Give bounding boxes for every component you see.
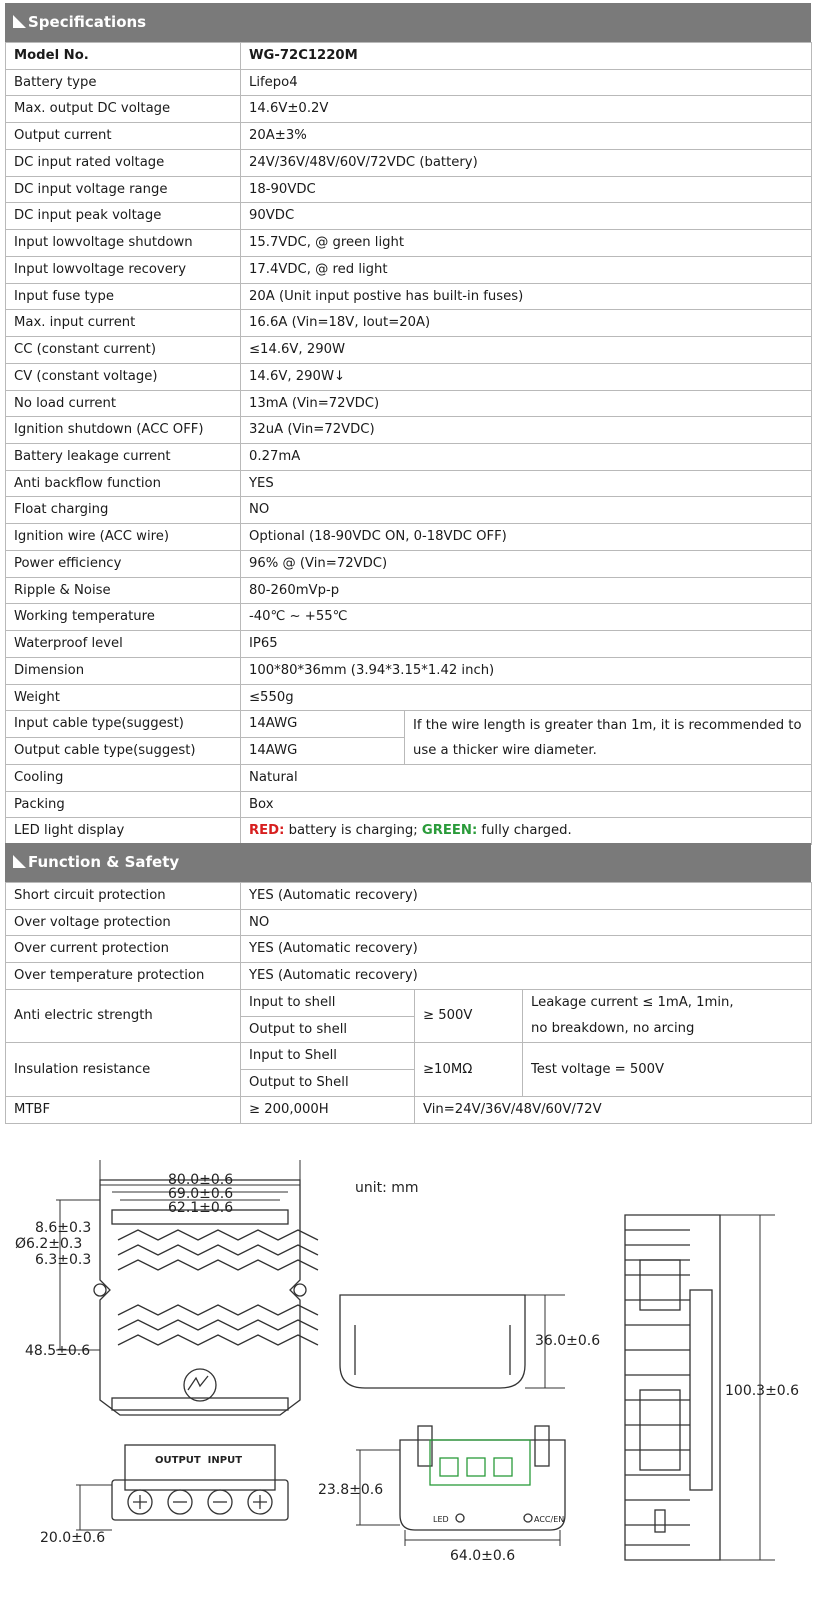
spec-value: 20A (Unit input postive has built-in fuses)	[241, 283, 812, 310]
spec-value: YES (Automatic recovery)	[241, 883, 812, 910]
dim-100-3: 100.3±0.6	[725, 1383, 800, 1399]
dim-48-5: 48.5±0.6	[25, 1343, 91, 1359]
table-row	[6, 684, 812, 711]
end-view	[625, 1215, 720, 1560]
spec-value: Input to Shell	[241, 1043, 415, 1070]
spec-label: Anti backflow function	[6, 470, 241, 497]
spec-value: Output to Shell	[241, 1070, 415, 1097]
dim-23-8: 23.8±0.6	[318, 1482, 384, 1498]
corner-triangle-icon	[13, 15, 26, 28]
section-title: Function & Safety	[28, 853, 180, 871]
table-row	[6, 818, 812, 845]
function-safety-header	[5, 843, 811, 882]
acc-label: ACC/EN	[534, 1515, 565, 1524]
specifications-table	[5, 42, 812, 845]
led-label: LED	[433, 1515, 449, 1524]
spec-value: Lifepo4	[241, 69, 812, 96]
table-row	[6, 69, 812, 96]
spec-label: DC input voltage range	[6, 176, 241, 203]
dim-36: 36.0±0.6	[535, 1333, 601, 1349]
spec-label: Input fuse type	[6, 283, 241, 310]
spec-label: Dimension	[6, 657, 241, 684]
spec-label: Packing	[6, 791, 241, 818]
spec-value: 17.4VDC, @ red light	[241, 256, 812, 283]
table-row	[6, 577, 812, 604]
spec-label: MTBF	[6, 1096, 241, 1123]
dim-69: 69.0±0.6	[168, 1186, 234, 1202]
spec-value: 96% @ (Vin=72VDC)	[241, 550, 812, 577]
spec-label: Output cable type(suggest)	[6, 738, 241, 765]
spec-value: 15.7VDC, @ green light	[241, 230, 812, 257]
spec-value: 80-260mVp-p	[241, 577, 812, 604]
spec-label: Ripple & Noise	[6, 577, 241, 604]
spec-label: CC (constant current)	[6, 337, 241, 364]
dim-80: 80.0±0.6	[168, 1172, 234, 1188]
spec-label: Model No.	[6, 43, 241, 70]
spec-value: YES (Automatic recovery)	[241, 936, 812, 963]
table-row	[6, 936, 812, 963]
spec-note: Test voltage = 500V	[523, 1043, 812, 1096]
dim-62: 62.1±0.6	[168, 1200, 234, 1216]
spec-value: WG-72C1220M	[241, 43, 812, 70]
spec-label: Over voltage protection	[6, 909, 241, 936]
spec-label: CV (constant voltage)	[6, 363, 241, 390]
spec-value: YES (Automatic recovery)	[241, 963, 812, 990]
cable-note: If the wire length is greater than 1m, it is recommended to use a thicker wire diameter.	[405, 711, 812, 764]
spec-value: Output to shell	[241, 1016, 415, 1043]
table-row	[6, 711, 812, 738]
spec-value: IP65	[241, 631, 812, 658]
dim-hole: Ø6.2±0.3	[15, 1236, 83, 1252]
led-green-label: GREEN:	[421, 823, 478, 839]
table-row	[6, 883, 812, 910]
spec-value: YES	[241, 470, 812, 497]
spec-label: DC input rated voltage	[6, 149, 241, 176]
spec-note: Leakage current ≤ 1mA, 1min,	[523, 989, 812, 1016]
spec-label: Anti electric strength	[6, 989, 241, 1042]
spec-label: Float charging	[6, 497, 241, 524]
table-row	[6, 1043, 812, 1070]
spec-label: Ignition shutdown (ACC OFF)	[6, 417, 241, 444]
spec-label: DC input peak voltage	[6, 203, 241, 230]
table-row	[6, 909, 812, 936]
spec-value: 100*80*36mm (3.94*3.15*1.42 inch)	[241, 657, 812, 684]
spec-label: Over temperature protection	[6, 963, 241, 990]
spec-value: 90VDC	[241, 203, 812, 230]
spec-label: Output current	[6, 123, 241, 150]
spec-value: 0.27mA	[241, 444, 812, 471]
table-row	[6, 123, 812, 150]
spec-value: 14AWG	[241, 738, 405, 765]
spec-value: ≤14.6V, 290W	[241, 337, 812, 364]
spec-label: Working temperature	[6, 604, 241, 631]
table-row	[6, 203, 812, 230]
table-row	[6, 657, 812, 684]
spec-value: NO	[241, 909, 812, 936]
table-row	[6, 631, 812, 658]
spec-label: LED light display	[6, 818, 241, 845]
spec-label: Max. input current	[6, 310, 241, 337]
spec-value: 14AWG	[241, 711, 405, 738]
dim-20: 20.0±0.6	[40, 1530, 106, 1546]
spec-value: -40℃ ~ +55℃	[241, 604, 812, 631]
table-row	[6, 550, 812, 577]
dim-8-6: 8.6±0.3	[35, 1220, 92, 1236]
table-row	[6, 363, 812, 390]
spec-value: 14.6V±0.2V	[241, 96, 812, 123]
table-row	[6, 283, 812, 310]
table-row	[6, 43, 812, 70]
table-row	[6, 963, 812, 990]
spec-value: 24V/36V/48V/60V/72VDC (battery)	[241, 149, 812, 176]
led-description	[241, 818, 812, 845]
corner-triangle-icon	[13, 855, 26, 868]
spec-label: Waterproof level	[6, 631, 241, 658]
spec-value: NO	[241, 497, 812, 524]
spec-label: Over current protection	[6, 936, 241, 963]
dimension-drawing	[0, 1140, 815, 1600]
table-row	[6, 989, 812, 1016]
spec-label: Cooling	[6, 764, 241, 791]
spec-value: ≥ 500V	[415, 989, 523, 1042]
dim-64: 64.0±0.6	[450, 1548, 516, 1564]
spec-value: 14.6V, 290W↓	[241, 363, 812, 390]
dim-6-3: 6.3±0.3	[35, 1252, 92, 1268]
table-row	[6, 470, 812, 497]
spec-label: Insulation resistance	[6, 1043, 241, 1096]
table-row	[6, 390, 812, 417]
spec-label: Short circuit protection	[6, 883, 241, 910]
spec-value: Input to shell	[241, 989, 415, 1016]
spec-note: no breakdown, no arcing	[523, 1016, 812, 1043]
table-row	[6, 96, 812, 123]
spec-value: Box	[241, 791, 812, 818]
spec-label: No load current	[6, 390, 241, 417]
spec-label: Power efficiency	[6, 550, 241, 577]
led-green-text: fully charged.	[477, 823, 572, 839]
spec-label: Battery type	[6, 69, 241, 96]
specifications-header	[5, 3, 811, 42]
function-safety-table	[5, 882, 812, 1124]
table-row	[6, 149, 812, 176]
table-row	[6, 444, 812, 471]
spec-label: Ignition wire (ACC wire)	[6, 524, 241, 551]
spec-value: ≤550g	[241, 684, 812, 711]
terminal-label: OUTPUT INPUT	[155, 1455, 243, 1466]
unit-label: unit: mm	[355, 1180, 419, 1196]
table-row	[6, 791, 812, 818]
spec-value: ≥10MΩ	[415, 1043, 523, 1096]
table-row	[6, 764, 812, 791]
table-row	[6, 256, 812, 283]
spec-value: Natural	[241, 764, 812, 791]
table-row	[6, 417, 812, 444]
spec-label: Input lowvoltage recovery	[6, 256, 241, 283]
spec-label: Input cable type(suggest)	[6, 711, 241, 738]
spec-value: ≥ 200,000H	[241, 1096, 415, 1123]
table-row	[6, 230, 812, 257]
led-red-label: RED:	[249, 823, 285, 839]
spec-value: 20A±3%	[241, 123, 812, 150]
table-row	[6, 337, 812, 364]
spec-note: Vin=24V/36V/48V/60V/72V	[415, 1096, 812, 1123]
section-title: Specifications	[28, 13, 147, 31]
spec-label: Max. output DC voltage	[6, 96, 241, 123]
front-view	[94, 1180, 318, 1520]
spec-label: Weight	[6, 684, 241, 711]
table-row	[6, 604, 812, 631]
table-row	[6, 310, 812, 337]
spec-value: 13mA (Vin=72VDC)	[241, 390, 812, 417]
spec-label: Battery leakage current	[6, 444, 241, 471]
table-row	[6, 1096, 812, 1123]
table-row	[6, 176, 812, 203]
spec-value: 18-90VDC	[241, 176, 812, 203]
spec-label: Input lowvoltage shutdown	[6, 230, 241, 257]
led-red-text: battery is charging;	[284, 823, 422, 839]
table-row	[6, 497, 812, 524]
spec-value: Optional (18-90VDC ON, 0-18VDC OFF)	[241, 524, 812, 551]
table-row	[6, 524, 812, 551]
spec-value: 32uA (Vin=72VDC)	[241, 417, 812, 444]
spec-value: 16.6A (Vin=18V, Iout=20A)	[241, 310, 812, 337]
